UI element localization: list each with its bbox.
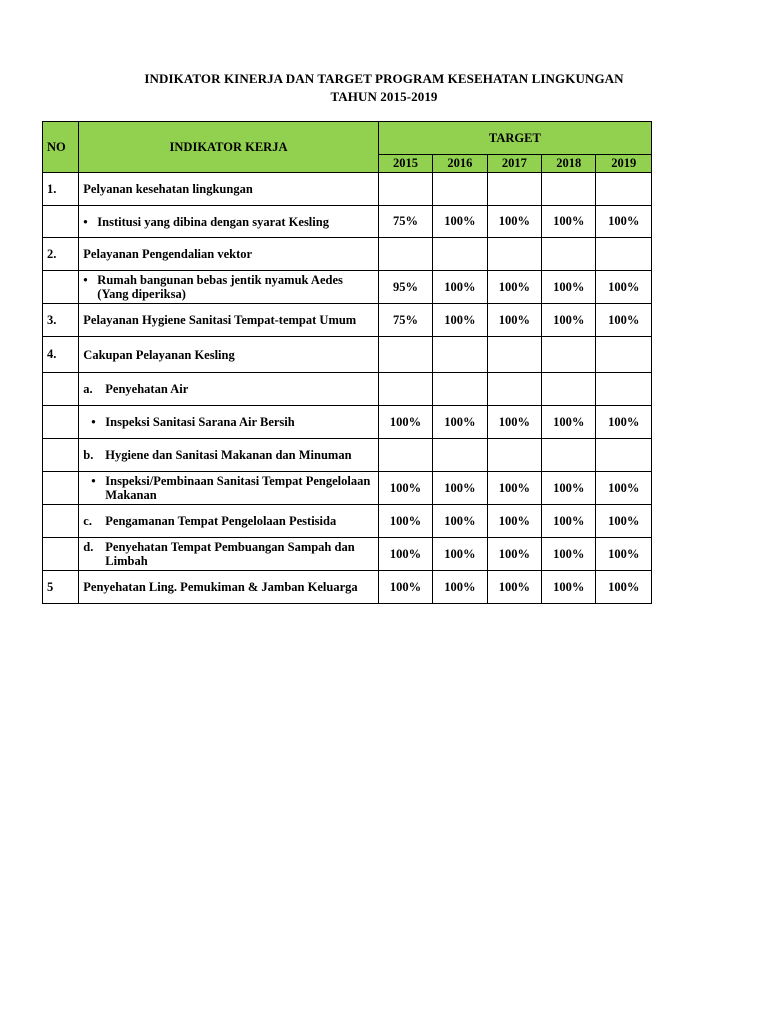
- indicator-cell: [79, 571, 378, 604]
- target-value-2016: 100%: [433, 304, 487, 337]
- row-number: 2.: [43, 238, 79, 271]
- row-number: [43, 373, 79, 406]
- target-value-2017: 100%: [487, 304, 541, 337]
- indicator-label: Inspeksi/Pembinaan Sanitasi Tempat Pengelolaan Makanan: [105, 474, 371, 502]
- table-row: [43, 337, 652, 373]
- bullet-icon: •: [83, 273, 88, 287]
- table-row: [43, 571, 652, 604]
- target-value-2015: [378, 373, 432, 406]
- header-year-2016: 2016: [433, 155, 487, 173]
- target-value-2017: 100%: [487, 505, 541, 538]
- target-value-2017: 100%: [487, 206, 541, 238]
- row-number: [43, 472, 79, 505]
- target-value-2015: 75%: [378, 206, 432, 238]
- target-value-2019: 100%: [596, 271, 652, 304]
- target-value-2017: 100%: [487, 472, 541, 505]
- indicator-label: Rumah bangunan bebas jentik nyamuk Aedes (Yang diperiksa): [97, 273, 343, 301]
- title-line-2: TAHUN 2015-2019: [330, 89, 438, 104]
- indicator-label: Penyehatan Ling. Pemukiman & Jamban Keluarga: [83, 580, 358, 594]
- target-value-2019: 100%: [596, 505, 652, 538]
- target-value-2018: 100%: [542, 406, 596, 439]
- target-value-2019: [596, 337, 652, 373]
- target-value-2019: 100%: [596, 206, 652, 238]
- row-number: 5: [43, 571, 79, 604]
- target-value-2016: [433, 337, 487, 373]
- header-indicator: INDIKATOR KERJA: [79, 122, 378, 173]
- indicator-cell: [79, 538, 378, 571]
- target-value-2017: [487, 337, 541, 373]
- target-value-2015: [378, 238, 432, 271]
- table-row: [43, 206, 652, 238]
- indicator-label: Institusi yang dibina dengan syarat Kesling: [97, 214, 329, 229]
- bullet-icon: •: [91, 474, 96, 488]
- target-value-2017: [487, 373, 541, 406]
- table-row: [43, 472, 652, 505]
- target-value-2019: 100%: [596, 472, 652, 505]
- target-value-2018: [542, 173, 596, 206]
- indicator-label: Hygiene dan Sanitasi Makanan dan Minuman: [105, 448, 352, 462]
- target-value-2016: 100%: [433, 406, 487, 439]
- table-row: [43, 238, 652, 271]
- row-number: 3.: [43, 304, 79, 337]
- table-row: [43, 173, 652, 206]
- target-value-2016: 100%: [433, 538, 487, 571]
- target-value-2017: 100%: [487, 271, 541, 304]
- indicator-label: Penyehatan Air: [105, 382, 189, 396]
- sub-item-letter: c.: [83, 514, 92, 528]
- row-number: [43, 538, 79, 571]
- indicator-cell: [79, 206, 378, 238]
- row-number: [43, 206, 79, 238]
- indicator-label: Pelayanan Hygiene Sanitasi Tempat-tempat Umum: [83, 313, 357, 327]
- target-value-2019: 100%: [596, 538, 652, 571]
- row-number: 4.: [43, 337, 79, 373]
- target-value-2018: [542, 373, 596, 406]
- table-row: [43, 406, 652, 439]
- header-target: TARGET: [378, 122, 651, 155]
- target-value-2017: 100%: [487, 538, 541, 571]
- target-value-2018: 100%: [542, 271, 596, 304]
- target-value-2017: 100%: [487, 571, 541, 604]
- target-value-2015: 100%: [378, 472, 432, 505]
- indicator-cell: [79, 337, 378, 373]
- target-value-2016: 100%: [433, 571, 487, 604]
- title-line-1: INDIKATOR KINERJA DAN TARGET PROGRAM KESEHATAN LINGKUNGAN: [144, 71, 624, 86]
- row-number: [43, 406, 79, 439]
- target-value-2019: [596, 373, 652, 406]
- indicator-label: Pelyanan kesehatan lingkungan: [83, 182, 253, 196]
- indicator-cell: [79, 373, 378, 406]
- sub-item-letter: d.: [83, 540, 94, 554]
- target-value-2019: [596, 238, 652, 271]
- indicator-cell: [79, 406, 378, 439]
- target-value-2019: [596, 439, 652, 472]
- target-value-2015: [378, 439, 432, 472]
- sub-item-letter: b.: [83, 448, 94, 462]
- indicator-cell: [79, 439, 378, 472]
- target-value-2015: 75%: [378, 304, 432, 337]
- indicator-target-table: [42, 121, 652, 604]
- target-value-2016: 100%: [433, 505, 487, 538]
- header-no: NO: [43, 122, 79, 173]
- sub-item-letter: a.: [83, 382, 93, 396]
- header-year-2018: 2018: [542, 155, 596, 173]
- indicator-cell: [79, 271, 378, 304]
- header-year-2019: 2019: [596, 155, 652, 173]
- row-number: 1.: [43, 173, 79, 206]
- table-row: [43, 439, 652, 472]
- target-value-2015: [378, 337, 432, 373]
- target-value-2019: [596, 173, 652, 206]
- indicator-label: Cakupan Pelayanan Kesling: [83, 347, 235, 362]
- document-title: [0, 70, 768, 106]
- target-value-2015: [378, 173, 432, 206]
- bullet-icon: •: [83, 214, 88, 229]
- target-value-2018: 100%: [542, 538, 596, 571]
- indicator-cell: [79, 304, 378, 337]
- target-value-2018: 100%: [542, 505, 596, 538]
- target-value-2016: 100%: [433, 206, 487, 238]
- target-value-2018: [542, 337, 596, 373]
- target-value-2016: [433, 238, 487, 271]
- indicator-cell: [79, 173, 378, 206]
- header-year-2015: 2015: [378, 155, 432, 173]
- target-value-2015: 100%: [378, 571, 432, 604]
- row-number: [43, 271, 79, 304]
- target-value-2019: 100%: [596, 304, 652, 337]
- target-value-2018: 100%: [542, 472, 596, 505]
- target-value-2017: 100%: [487, 406, 541, 439]
- table-body: [43, 173, 652, 604]
- target-value-2018: [542, 238, 596, 271]
- table-row: [43, 373, 652, 406]
- target-value-2018: 100%: [542, 206, 596, 238]
- target-value-2017: [487, 439, 541, 472]
- target-value-2016: 100%: [433, 271, 487, 304]
- table-row: [43, 271, 652, 304]
- target-value-2016: 100%: [433, 472, 487, 505]
- target-value-2015: 100%: [378, 505, 432, 538]
- row-number: [43, 505, 79, 538]
- indicator-cell: [79, 472, 378, 505]
- target-value-2019: 100%: [596, 571, 652, 604]
- table-header: [43, 122, 652, 173]
- target-value-2015: 95%: [378, 271, 432, 304]
- bullet-icon: •: [91, 415, 96, 429]
- target-value-2016: [433, 439, 487, 472]
- target-value-2015: 100%: [378, 538, 432, 571]
- indicator-cell: [79, 505, 378, 538]
- indicator-label: Pelayanan Pengendalian vektor: [83, 247, 253, 261]
- indicator-cell: [79, 238, 378, 271]
- table-row: [43, 538, 652, 571]
- target-value-2017: [487, 238, 541, 271]
- row-number: [43, 439, 79, 472]
- target-value-2015: 100%: [378, 406, 432, 439]
- target-value-2018: 100%: [542, 304, 596, 337]
- target-value-2017: [487, 173, 541, 206]
- target-value-2018: [542, 439, 596, 472]
- target-value-2016: [433, 173, 487, 206]
- header-year-2017: 2017: [487, 155, 541, 173]
- indicator-label: Penyehatan Tempat Pembuangan Sampah dan Limbah: [105, 540, 355, 568]
- indicator-label: Inspeksi Sanitasi Sarana Air Bersih: [105, 415, 295, 429]
- target-value-2016: [433, 373, 487, 406]
- table-row: [43, 304, 652, 337]
- table-row: [43, 505, 652, 538]
- target-value-2019: 100%: [596, 406, 652, 439]
- indicator-label: Pengamanan Tempat Pengelolaan Pestisida: [105, 514, 337, 528]
- target-value-2018: 100%: [542, 571, 596, 604]
